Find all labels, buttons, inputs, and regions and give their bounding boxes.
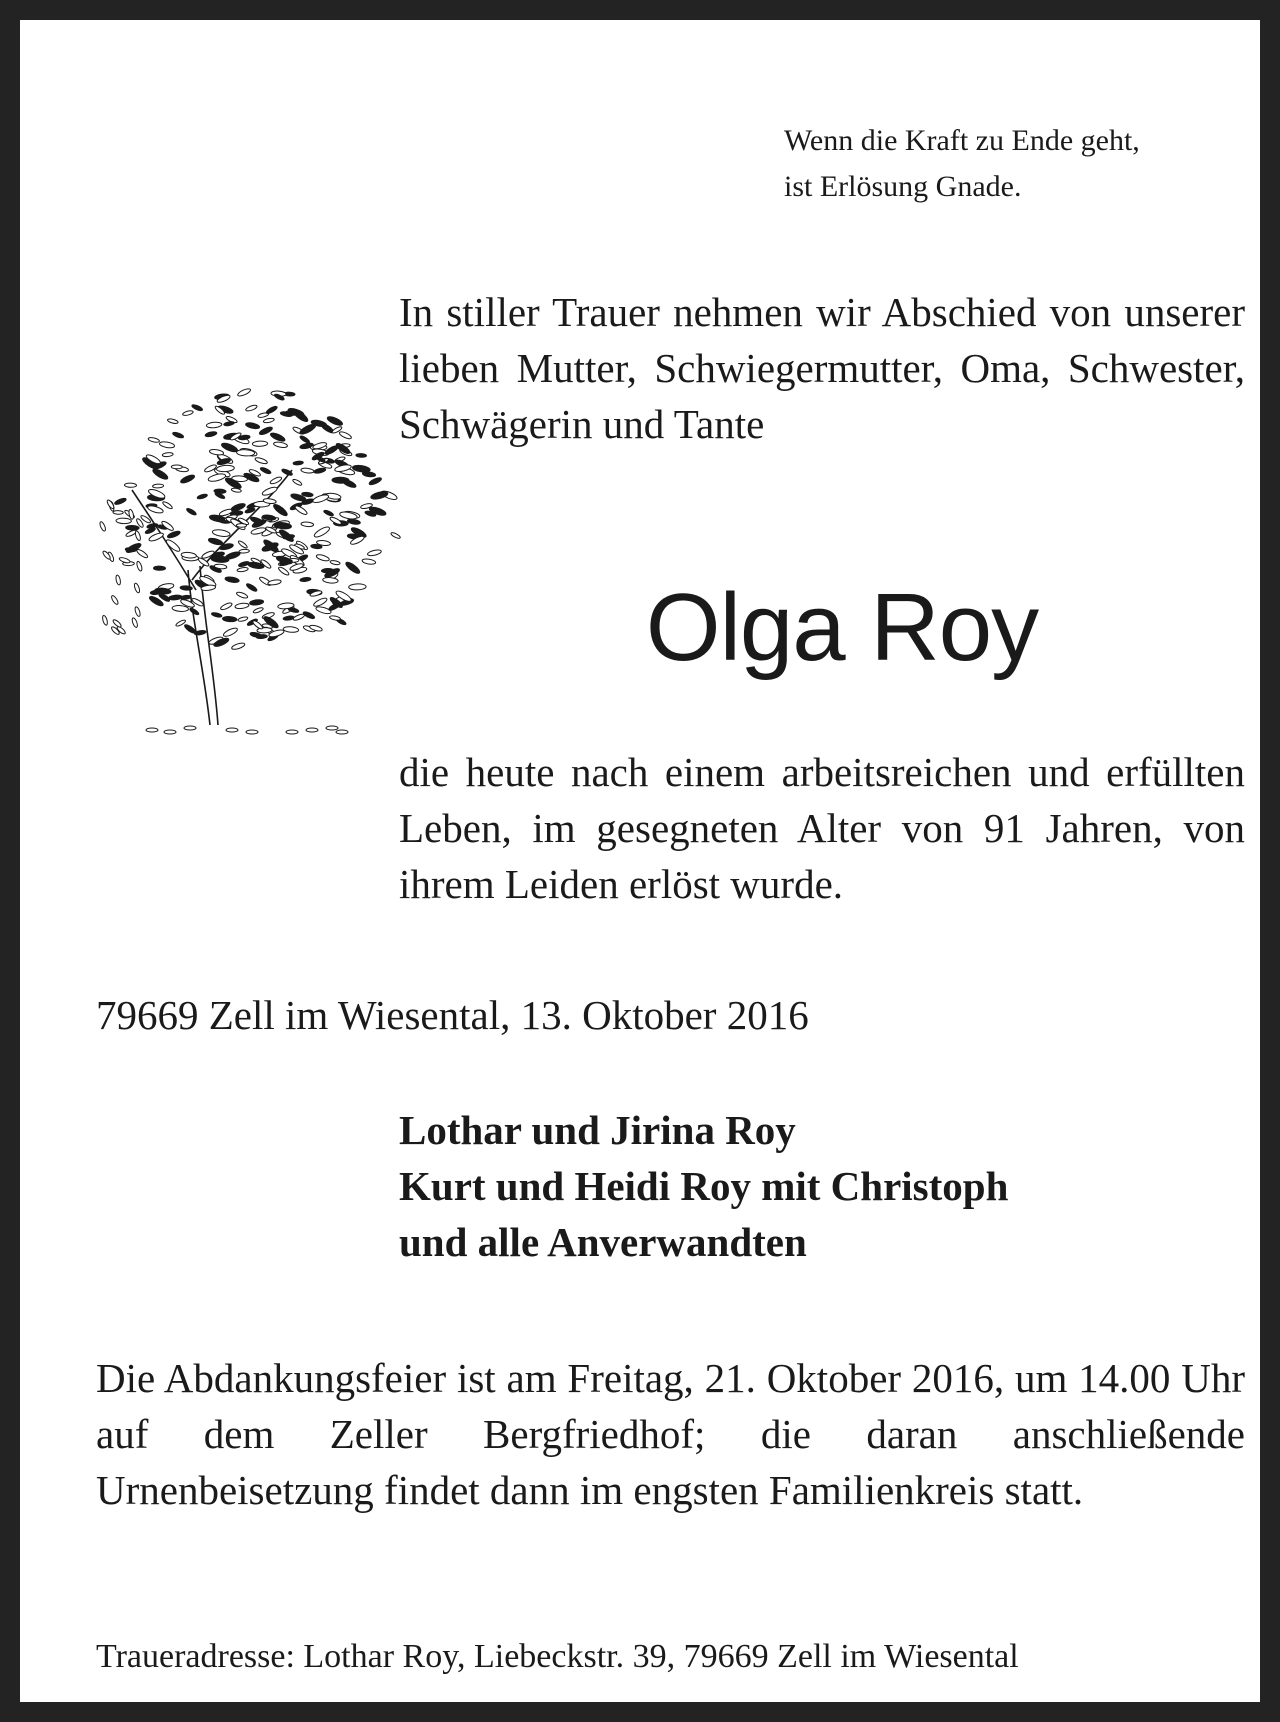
motto-line-2: ist Erlösung Gnade. (784, 170, 1022, 203)
mourner-line: Lothar und Jirina Roy (399, 1107, 796, 1153)
deceased-name: Olga Roy (645, 574, 1039, 681)
mourning-address: Traueradresse: Lothar Roy, Liebeckstr. 39, 79669 Zell im Wiesental (96, 1638, 1019, 1675)
mourner-line: und alle Anverwandten (399, 1219, 807, 1265)
obituary-content (40, 40, 1245, 1682)
motto-line-1: Wenn die Kraft zu Ende geht, (784, 124, 1140, 157)
life-text: die heute nach einem arbeitsreichen und erfüllten Leben, im gesegneten Alter von 91 Jahren, von ihrem Leiden erlöst wurde. (399, 749, 1245, 907)
place-date: 79669 Zell im Wiesental, 13. Oktober 2016 (96, 992, 809, 1038)
windblown-tree-icon (92, 340, 412, 760)
motto (784, 118, 1254, 210)
intro-text: In stiller Trauer nehmen wir Abschied von unserer lieben Mutter, Schwiegermutter, Oma, Schwester, Schwägerin und Tante (399, 289, 1245, 447)
mourners-list (399, 1102, 1245, 1270)
mourner-line: Kurt und Heidi Roy mit Christoph (399, 1163, 1009, 1209)
ceremony-text: Die Abdankungsfeier ist am Freitag, 21. Oktober 2016, um 14.00 Uhr auf dem Zeller Bergfriedhof; die daran anschließende Urnenbeisetzung findet dann im engsten Familienkreis statt. (96, 1355, 1245, 1513)
